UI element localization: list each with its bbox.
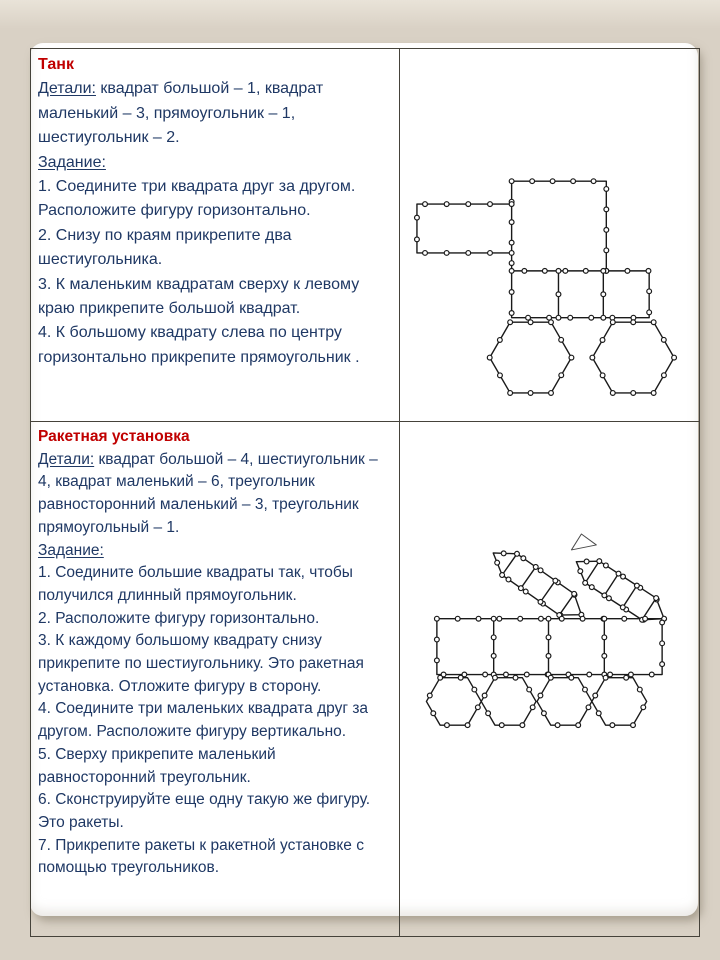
connector-knob: [546, 635, 551, 640]
connector-knob: [434, 616, 439, 621]
connector-knob: [509, 240, 514, 245]
rocket-segment-divider: [585, 561, 599, 583]
rocket-left: [484, 540, 592, 628]
task-item: 2. Расположите фигуру горизонтально.: [38, 609, 320, 627]
connector-knob: [488, 251, 493, 256]
connector-knob: [610, 320, 615, 325]
rocket-segment-divider: [604, 574, 618, 596]
connector-knob: [415, 215, 420, 220]
connector-knob: [571, 179, 576, 184]
launcher-big-square-row: [437, 619, 662, 675]
connector-knob: [601, 315, 606, 320]
tank-instructions-cell: [31, 49, 399, 421]
connector-knob: [509, 202, 514, 207]
details-text: квадрат большой – 1, квадрат маленький – 3, прямоугольник – 1, шестиугольник – 2.: [38, 80, 324, 147]
connector-knob: [660, 662, 665, 667]
connector-knob: [542, 268, 547, 273]
connector-knob: [555, 723, 560, 728]
connector-knob: [530, 179, 535, 184]
task-item: 4. К большому квадрату слева по центру горизонтально прикрепите прямоугольник .: [38, 324, 360, 366]
section-title-tank: Танк: [38, 56, 74, 73]
task-item: 6. Сконструируйте еще одну такую же фигуру. Это ракеты.: [38, 791, 371, 831]
connector-knob: [491, 653, 496, 658]
tank-gun-rectangle: [417, 204, 512, 253]
launcher-wheel-hexagon: [537, 678, 592, 725]
section-title-rocket-launcher: Ракетная установка: [38, 428, 190, 445]
connector-knob: [576, 723, 581, 728]
connector-knob: [603, 675, 608, 680]
connector-knob: [520, 723, 525, 728]
connector-knob: [604, 187, 609, 192]
connector-knob: [546, 653, 551, 658]
connector-knob: [602, 635, 607, 640]
connector-knob: [466, 251, 471, 256]
connector-knob: [508, 391, 513, 396]
connector-knob: [608, 672, 613, 677]
tank-task-label: Задание:: [38, 153, 106, 171]
connector-knob: [427, 693, 432, 698]
connector-knob: [583, 268, 588, 273]
connector-knob: [549, 320, 554, 325]
connector-knob: [577, 568, 584, 575]
connector-knob: [589, 315, 594, 320]
connector-knob: [604, 228, 609, 233]
task-item: 4. Соедините три маленьких квадрата друг за другом. Расположите фигуру вертикально.: [38, 700, 369, 741]
connector-knob: [629, 672, 634, 677]
connector-knob: [646, 268, 651, 273]
connector-knob: [559, 337, 564, 342]
connector-knob: [458, 675, 463, 680]
connector-knob: [509, 251, 514, 256]
connector-knob: [556, 292, 561, 297]
connector-knob: [580, 616, 585, 621]
connector-knob: [465, 723, 470, 728]
connector-knob: [444, 251, 449, 256]
connector-knob: [647, 289, 652, 294]
rocket-segment-divider: [540, 581, 555, 602]
connector-knob: [649, 672, 654, 677]
connector-knob: [661, 337, 666, 342]
connector-knob: [587, 672, 592, 677]
tank-details-paragraph: [38, 77, 393, 150]
rocket-tip-triangle: [571, 534, 596, 550]
connector-knob: [431, 711, 436, 716]
connector-knob: [601, 292, 606, 297]
connector-knob: [423, 251, 428, 256]
details-label: Детали:: [38, 450, 95, 468]
connector-knob: [415, 237, 420, 242]
connector-knob: [472, 687, 477, 692]
connector-knob: [518, 616, 523, 621]
connector-knob: [556, 268, 561, 273]
tank-big-square: [512, 181, 607, 271]
connector-knob: [590, 355, 595, 360]
connector-knob: [524, 672, 529, 677]
connector-knob: [625, 268, 630, 273]
connector-knob: [527, 687, 532, 692]
launcher-wheel-hexagon: [426, 678, 481, 725]
task-item: 5. Сверху прикрепите маленький равносторонний треугольник.: [38, 745, 276, 786]
task-item: 3. К каждому большому квадрату снизу прикрепите по шестиугольнику. Это ракетная установка. Отложите фигуру в сторону.: [38, 632, 364, 695]
connector-knob: [660, 620, 665, 625]
connector-knob: [631, 723, 636, 728]
connector-knob: [494, 559, 501, 566]
connector-knob: [497, 338, 502, 343]
connector-knob: [434, 658, 439, 663]
connector-knob: [601, 268, 606, 273]
connector-knob: [493, 675, 498, 680]
connector-knob: [483, 672, 488, 677]
connector-knob: [542, 711, 547, 716]
task-item: 1. Соедините большие квадраты так, чтобы получился длинный прямоугольник.: [38, 564, 353, 604]
connector-knob: [610, 391, 615, 396]
connector-knob: [528, 391, 533, 396]
connector-knob: [550, 179, 555, 184]
connector-knob: [586, 705, 591, 710]
connector-knob: [647, 310, 652, 315]
connector-knob: [509, 179, 514, 184]
connector-knob: [643, 616, 648, 621]
connector-knob: [568, 315, 573, 320]
details-label: Детали:: [38, 80, 96, 98]
connector-knob: [498, 373, 503, 378]
connector-knob: [487, 355, 492, 360]
connector-knob: [509, 220, 514, 225]
rocket-segment-divider: [623, 586, 637, 608]
connector-knob: [444, 202, 449, 207]
connector-knob: [548, 675, 553, 680]
connector-knob: [500, 550, 507, 557]
connector-knob: [508, 320, 513, 325]
connector-knob: [509, 268, 514, 273]
connector-knob: [596, 711, 601, 716]
connector-knob: [499, 723, 504, 728]
connector-knob: [624, 675, 629, 680]
connector-knob: [497, 616, 502, 621]
worksheet-table: [30, 48, 700, 937]
tank-wheel-hexagon-left: [490, 322, 572, 393]
connector-knob: [486, 711, 491, 716]
connector-knob: [662, 373, 667, 378]
task-item: 3. К маленьким квадратам сверху к левому краю прикрепите большой квадрат.: [38, 275, 360, 318]
connector-knob: [466, 202, 471, 207]
connector-knob: [475, 705, 480, 710]
connector-knob: [569, 675, 574, 680]
connector-knob: [602, 653, 607, 658]
connector-knob: [593, 693, 598, 698]
connector-knob: [600, 373, 605, 378]
connector-knob: [438, 675, 443, 680]
tank-small-square-row: [512, 271, 650, 318]
connector-knob: [591, 179, 596, 184]
rocket-details-paragraph: [38, 449, 393, 540]
connector-knob: [651, 320, 656, 325]
connector-knob: [549, 391, 554, 396]
task-item: 1. Соедините три квадрата друг за другом. Расположите фигуру горизонтально.: [38, 178, 356, 220]
connector-knob: [509, 311, 514, 316]
connector-knob: [651, 391, 656, 396]
connector-knob: [604, 248, 609, 253]
connector-knob: [488, 202, 493, 207]
rocket-launcher-instructions-cell: [31, 422, 399, 936]
connector-knob: [491, 635, 496, 640]
connector-knob: [556, 315, 561, 320]
connector-knob: [631, 391, 636, 396]
connector-knob: [559, 616, 564, 621]
connector-knob: [600, 338, 605, 343]
connector-knob: [610, 723, 615, 728]
details-text: квадрат большой – 4, шестиугольник – 4, квадрат маленький – 6, треугольник равносторонний маленький – 3, треугольник прямоугольный – 1.: [38, 450, 378, 536]
connector-knob: [513, 675, 518, 680]
rocket-task-label: Задание:: [38, 541, 104, 559]
connector-knob: [672, 355, 677, 360]
connector-knob: [559, 373, 564, 378]
connector-knob: [455, 616, 460, 621]
connector-knob: [509, 261, 514, 266]
connector-knob: [504, 672, 509, 677]
rocket-segment-divider: [502, 554, 517, 575]
connector-knob: [482, 693, 487, 698]
connector-knob: [476, 616, 481, 621]
connector-knob: [583, 687, 588, 692]
tank-wheel-hexagon-right: [592, 322, 674, 393]
connector-knob: [491, 616, 496, 621]
rocket-launcher-diagram: [400, 422, 699, 936]
launcher-wheel-hexagon: [481, 678, 536, 725]
connector-knob: [423, 202, 428, 207]
task-item: 7. Прикрепите ракеты к ракетной установке с помощью треугольников.: [38, 836, 364, 877]
task-item: 2. Снизу по краям прикрепите два шестиугольника.: [38, 226, 292, 269]
connector-knob: [546, 616, 551, 621]
connector-knob: [434, 637, 439, 642]
connector-knob: [509, 290, 514, 295]
connector-knob: [538, 693, 543, 698]
connector-knob: [539, 616, 544, 621]
connector-knob: [528, 320, 533, 325]
launcher-wheel-hexagon: [592, 678, 647, 725]
rocket-segment-divider: [559, 594, 574, 615]
connector-knob: [631, 320, 636, 325]
connector-knob: [622, 616, 627, 621]
connector-knob: [641, 705, 646, 710]
connector-knob: [602, 616, 607, 621]
connector-knob: [530, 705, 535, 710]
connector-knob: [637, 687, 642, 692]
connector-knob: [445, 723, 450, 728]
connector-knob: [583, 558, 590, 565]
connector-knob: [522, 268, 527, 273]
connector-knob: [660, 641, 665, 646]
connector-knob: [569, 355, 574, 360]
tank-diagram: [400, 49, 699, 421]
rocket-segment-divider: [521, 567, 536, 588]
connector-knob: [604, 207, 609, 212]
connector-knob: [563, 268, 568, 273]
